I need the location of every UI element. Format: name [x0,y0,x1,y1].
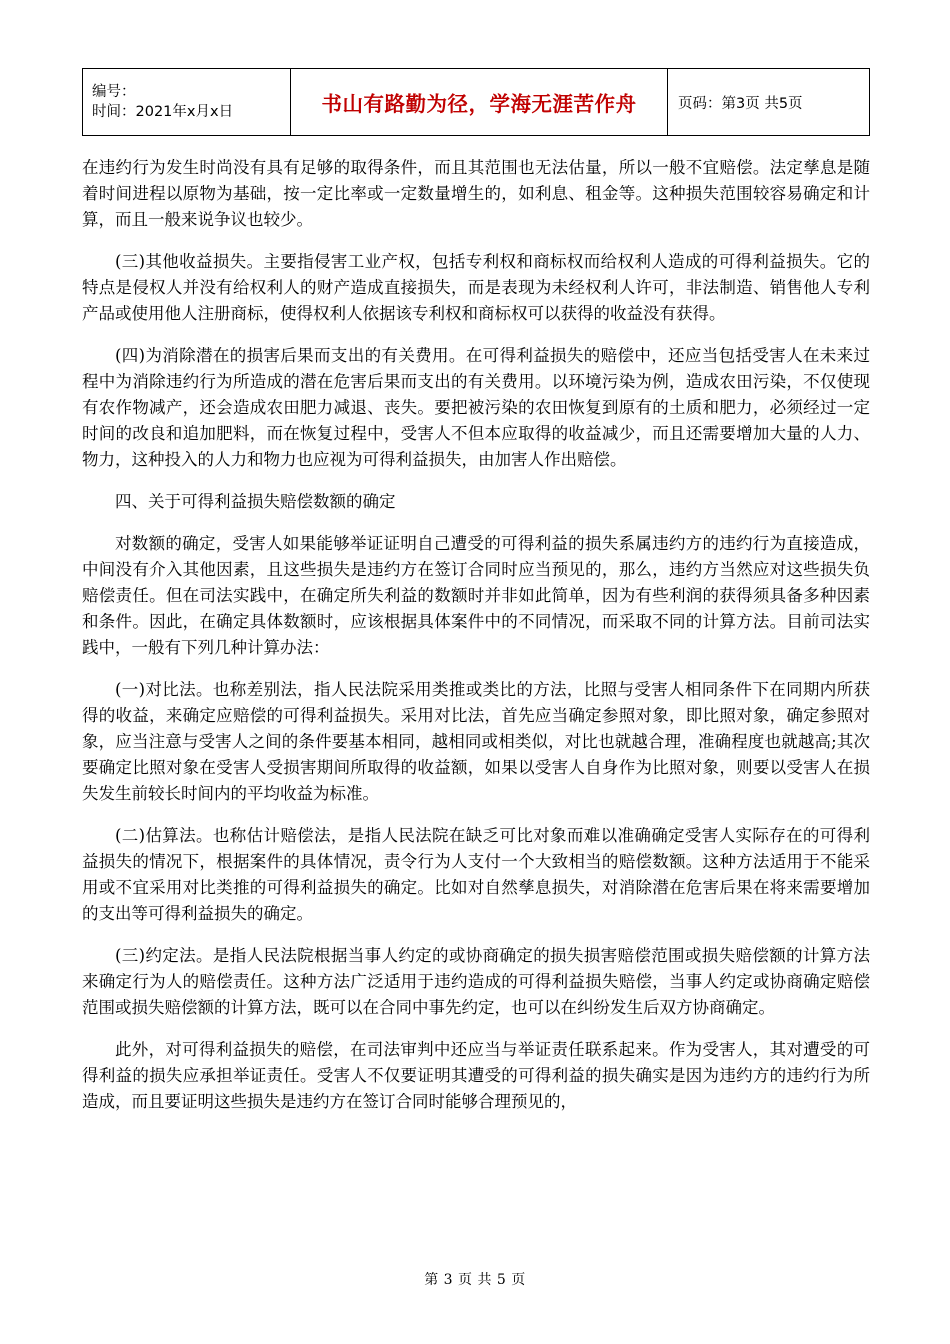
header-meta-cell [83,69,291,136]
paragraph-agreement-method: (三)约定法。是指人民法院根据当事人约定的或协商确定的损失损害赔偿范围或损失赔偿额的计算方法来确定行为人的赔偿责任。这种方法广泛适用于违约造成的可得利益损失赔偿，当事人约定或协商确定赔偿范围或损失赔偿额的计算方法，既可以在合同中事先约定，也可以在纠纷发生后双方协商确定。 [82,946,870,1017]
header-motto: 书山有路勤为径，学海无涯苦作舟 [291,69,668,136]
doc-number-label: 编号： [92,84,136,100]
paragraph-burden-of-proof: 此外，对可得利益损失的赔偿，在司法审判中还应当与举证责任联系起来。作为受害人，其对遭受的可得利益的损失应承担举证责任。受害人不仅要证明其遭受的可得利益的损失确实是因为违约方的违约行为所造成，而且要证明这些损失是违约方在签订合同时能够合理预见的， [82,1040,870,1111]
paragraph-comparison-method: (一)对比法。也称差别法，指人民法院采用类推或类比的方法，比照与受害人相同条件下在同期内所获得的收益，来确定应赔偿的可得利益损失。采用对比法，首先应当确定参照对象，即比照对象，确定参照对象，应当注意与受害人之间的条件要基本相同，越相同或相类似，对比也就越合理，准确程度也就越高;其次要确定比照对象在受害人受损害期间所取得的收益额，如果以受害人自身作为比照对象，则要以受害人在损失发生前较长时间内的平均收益为标准。 [82,680,870,803]
page-footer: 第 3 页 共 5 页 [424,1272,526,1288]
document-body [82,155,870,1131]
section-heading: 四、关于可得利益损失赔偿数额的确定 [115,492,396,511]
paragraph-amount-determination: 对数额的确定，受害人如果能够举证证明自己遭受的可得利益的损失系属违约方的违约行为直接造成，中间没有介入其他因素，且这些损失是违约方在签订合同时应当预见的，那么，违约方当然应对这些损失负赔偿责任。但在司法实践中，在确定所失利益的数额时并非如此简单，因为有些利润的获得须具备多种因素和条件。因此，在确定具体数额时，应该根据具体案件中的不同情况，而采取不同的计算方法。目前司法实践中，一般有下列几种计算办法： [82,534,870,657]
paragraph-other-income-loss: (三)其他收益损失。主要指侵害工业产权，包括专利权和商标权而给权利人造成的可得利益损失。它的特点是侵权人并没有给权利人的财产造成直接损失，而是表现为未经权利人许可，非法制造、销售他人专利产品或使用他人注册商标，使得权利人依据该专利权和商标权可以获得的收益没有获得。 [82,252,870,323]
document-header [82,68,870,136]
paragraph-continuation: 在违约行为发生时尚没有具有足够的取得条件，而且其范围也无法估量，所以一般不宜赔偿。法定孳息是随着时间进程以原物为基础，按一定比率或一定数量增生的，如利息、租金等。这种损失范围较容易确定和计算，而且一般来说争议也较少。 [82,158,870,229]
paragraph-estimation-method: (二)估算法。也称估计赔偿法，是指人民法院在缺乏可比对象而难以准确确定受害人实际存在的可得利益损失的情况下，根据案件的具体情况，责令行为人支付一个大致相当的赔偿数额。这种方法适用于不能采用或不宜采用对比类推的可得利益损失的确定。比如对自然孳息损失，对消除潜在危害后果在将来需要增加的支出等可得利益损失的确定。 [82,826,870,923]
header-page-info: 页码：第3页 共5页 [668,69,870,136]
paragraph-remediation-costs: (四)为消除潜在的损害后果而支出的有关费用。在可得利益损失的赔偿中，还应当包括受害人在未来过程中为消除违约行为所造成的潜在危害后果而支出的有关费用。以环境污染为例，造成农田污染，不仅使现有农作物减产，还会造成农田肥力减退、丧失。要把被污染的农田恢复到原有的土质和肥力，必须经过一定时间的改良和追加肥料，而在恢复过程中，受害人不但本应取得的收益减少，而且还需要增加大量的人力、物力，这种投入的人力和物力也应视为可得利益损失，由加害人作出赔偿。 [82,346,870,469]
date-line: 时间：2021年x月x日 [92,104,234,120]
